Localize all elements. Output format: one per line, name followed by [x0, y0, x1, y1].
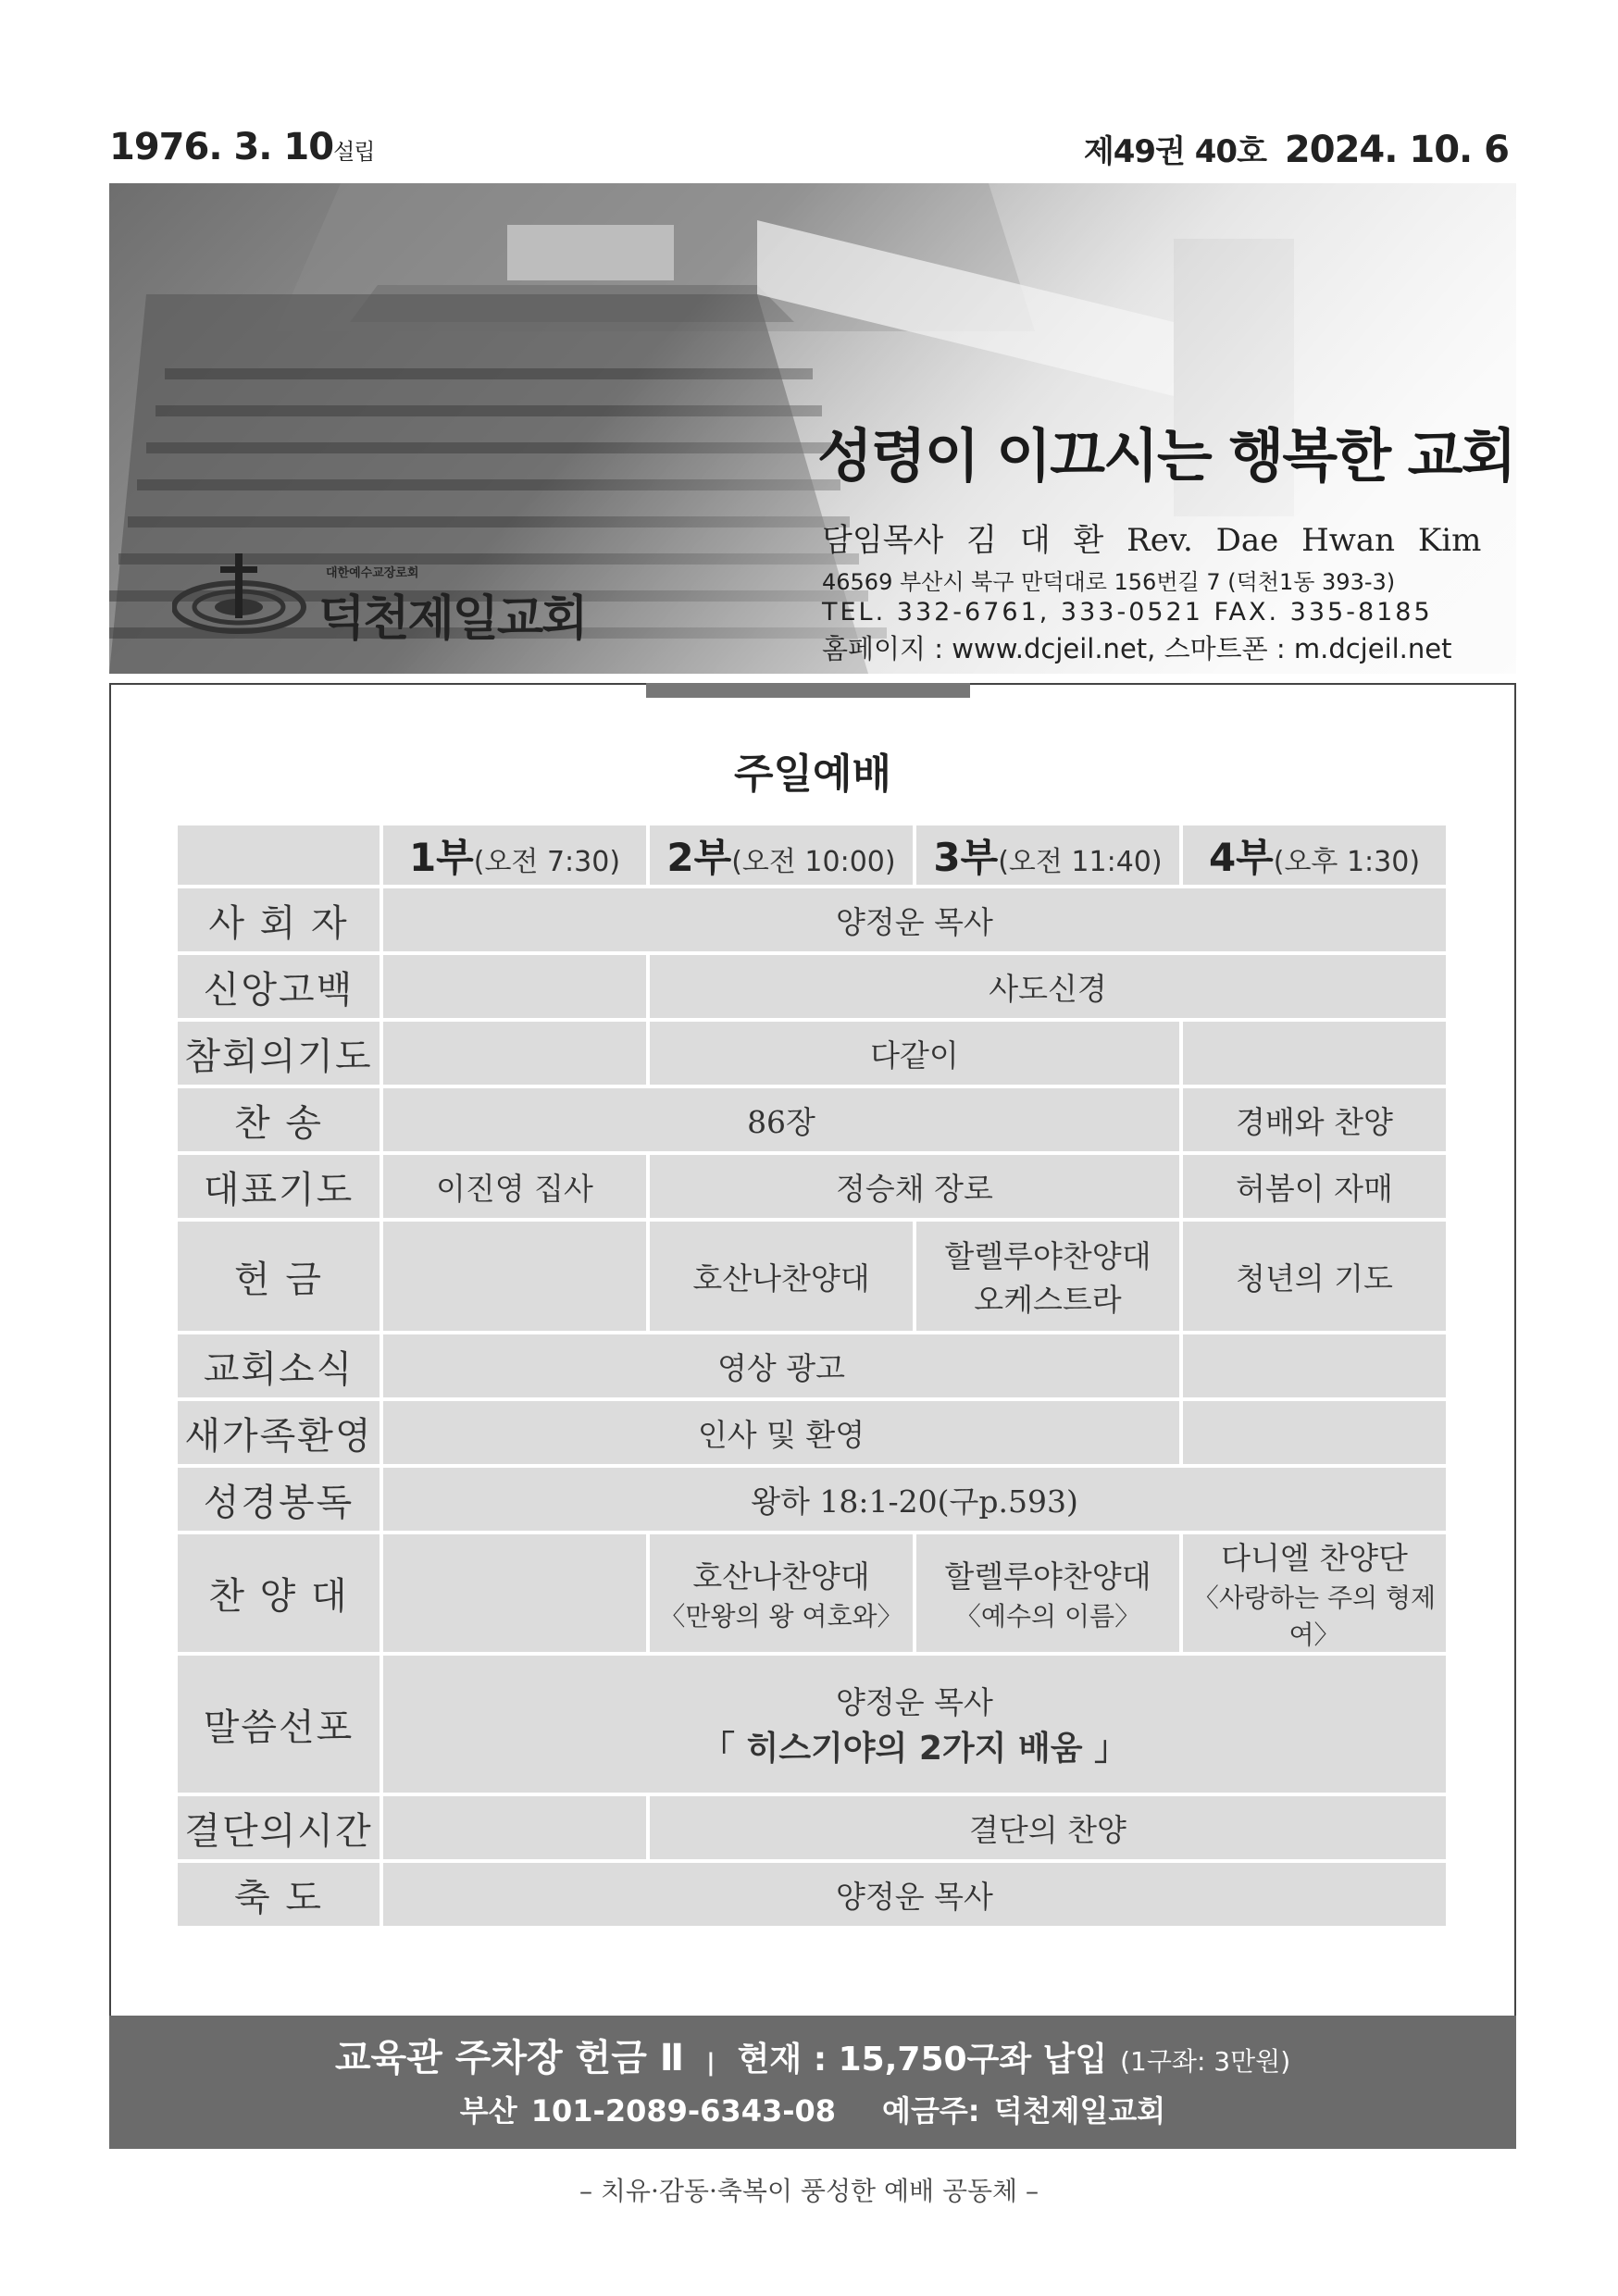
- service-time: (오전 10:00): [731, 846, 896, 878]
- cell: [916, 1534, 1179, 1652]
- cell: 사도신경: [650, 955, 1446, 1018]
- cell: 경배와 찬양: [1183, 1088, 1446, 1151]
- row-news: [178, 1334, 1446, 1397]
- separator: |: [706, 2049, 716, 2077]
- service-time: (오후 1:30): [1273, 846, 1421, 878]
- table-header-row: [178, 825, 1446, 885]
- row-prayer: [178, 1155, 1446, 1218]
- row-label: 찬 양 대: [178, 1534, 380, 1652]
- cell: 정승채 장로: [650, 1155, 1179, 1218]
- row-label: 사 회 자: [178, 888, 380, 951]
- campaign-line: [109, 2029, 1516, 2081]
- cell: 허봄이 자매: [1183, 1155, 1446, 1218]
- row-benediction: [178, 1863, 1446, 1926]
- row-welcome: [178, 1401, 1446, 1464]
- campaign-title: 교육관 주차장 헌금 Ⅱ: [334, 2037, 685, 2079]
- cell: 영상 광고: [383, 1334, 1179, 1397]
- row-label: 축 도: [178, 1863, 380, 1926]
- cell: 86장: [383, 1088, 1179, 1151]
- cell: 인사 및 환영: [383, 1401, 1179, 1464]
- cell: [1183, 1534, 1446, 1652]
- row-label: 새가족환영: [178, 1401, 380, 1464]
- header-corner: [178, 825, 380, 885]
- church-name: 덕천제일교회: [318, 591, 587, 647]
- service-2-header: [650, 825, 913, 885]
- account-line: [109, 2088, 1516, 2130]
- row-hymn: [178, 1088, 1446, 1151]
- founded-date: [109, 126, 374, 168]
- church-address: 46569 부산시 북구 만덕대로 156번길 7 (덕천1동 393-3): [822, 569, 1396, 595]
- row-label: 참회의기도: [178, 1022, 380, 1085]
- choir-song: 〈만왕의 왕 여호와〉: [659, 1601, 903, 1632]
- campaign-current: 현재 : 15,750구좌 납입: [737, 2041, 1108, 2079]
- cell-empty: [1183, 1022, 1446, 1085]
- service-1-header: [383, 825, 646, 885]
- offering-banner: [109, 2016, 1516, 2149]
- cell: [650, 1534, 913, 1652]
- church-info: [822, 515, 1481, 666]
- founded-suffix: 설립: [333, 139, 375, 165]
- cell-line: 할렐루야찬양대: [944, 1238, 1151, 1274]
- service-part: 2부: [666, 835, 732, 880]
- choir-song: 〈예수의 이름〉: [954, 1601, 1141, 1632]
- cell: 호산나찬양대: [650, 1222, 913, 1331]
- cell: 양정운 목사: [383, 1863, 1446, 1926]
- row-scripture: [178, 1468, 1446, 1531]
- cell: [916, 1222, 1179, 1331]
- pastor-name: 담임목사 김 대 환 Rev. Dae Hwan Kim: [822, 522, 1482, 559]
- sermon-title: 「 히스기야의 2가지 배움 」: [701, 1730, 1128, 1768]
- cell-empty: [383, 955, 646, 1018]
- row-choir: [178, 1534, 1446, 1652]
- box-tab: [646, 683, 970, 698]
- service-part: 3부: [933, 835, 999, 880]
- worship-box: [109, 683, 1516, 2149]
- cell-empty: [383, 1796, 646, 1859]
- church-website: 홈페이지 : www.dcjeil.net, 스마트폰 : m.dcjeil.net: [822, 633, 1452, 664]
- row-decision: [178, 1796, 1446, 1859]
- issue-date: 2024. 10. 6: [1284, 129, 1509, 171]
- worship-title: 주일예배: [733, 751, 891, 798]
- cell: 이진영 집사: [383, 1155, 646, 1218]
- choir-song: 〈사랑하는 주의 형제여〉: [1192, 1582, 1437, 1650]
- row-confession: [178, 1022, 1446, 1085]
- preacher: 양정운 목사: [836, 1684, 993, 1720]
- row-leader: [178, 888, 1446, 951]
- service-part: 1부: [408, 835, 474, 880]
- service-4-header: [1183, 825, 1446, 885]
- bank-account: 부산 101-2089-6343-08: [459, 2093, 837, 2128]
- cell: 왕하 18:1-20(구p.593): [383, 1468, 1446, 1531]
- row-label: 헌 금: [178, 1222, 380, 1331]
- cell: 다같이: [650, 1022, 1179, 1085]
- campaign-note: (1구좌: 3만원): [1120, 2046, 1291, 2077]
- choir-name: 다니엘 찬양단: [1221, 1540, 1408, 1576]
- row-label: 교회소식: [178, 1334, 380, 1397]
- issue-info: [1084, 126, 1509, 171]
- church-motto: – 치유·감동·축복이 풍성한 예배 공동체 –: [579, 2176, 1039, 2206]
- denomination: 대한예수교장로회: [326, 566, 419, 580]
- service-3-header: [916, 825, 1179, 885]
- worship-schedule-table: [174, 822, 1450, 1930]
- row-sermon: [178, 1656, 1446, 1793]
- row-label: 신앙고백: [178, 955, 380, 1018]
- service-part: 4부: [1208, 835, 1274, 880]
- cell-empty: [1183, 1401, 1446, 1464]
- row-label: 말씀선포: [178, 1656, 380, 1793]
- church-slogan: 성령이 이끄시는 행복한 교회: [817, 422, 1515, 490]
- cell-empty: [1183, 1334, 1446, 1397]
- cell-line: 오케스트라: [974, 1282, 1122, 1318]
- row-label: 대표기도: [178, 1155, 380, 1218]
- row-offering: [178, 1222, 1446, 1331]
- row-label: 찬 송: [178, 1088, 380, 1151]
- choir-name: 호산나찬양대: [692, 1558, 870, 1595]
- cell-empty: [383, 1222, 646, 1331]
- church-phone: TEL. 332-6761, 333-0521 FAX. 335-8185: [822, 598, 1433, 627]
- row-label: 성경봉독: [178, 1468, 380, 1531]
- cell: 결단의 찬양: [650, 1796, 1446, 1859]
- service-time: (오전 7:30): [473, 846, 621, 878]
- founded-date-value: 1976. 3. 10: [109, 126, 334, 168]
- choir-name: 할렐루야찬양대: [944, 1558, 1151, 1595]
- service-time: (오전 11:40): [998, 846, 1163, 878]
- account-holder: 예금주: 덕천제일교회: [882, 2093, 1166, 2128]
- row-creed: [178, 955, 1446, 1018]
- cell-empty: [383, 1534, 646, 1652]
- cross-emblem-icon: [172, 553, 311, 637]
- cell-empty: [383, 1022, 646, 1085]
- cell: [383, 1656, 1446, 1793]
- header-banner: [109, 183, 1516, 674]
- cell: 양정운 목사: [383, 888, 1446, 951]
- cell: 청년의 기도: [1183, 1222, 1446, 1331]
- volume-number: 제49권 40호: [1083, 133, 1266, 170]
- row-label: 결단의시간: [178, 1796, 380, 1859]
